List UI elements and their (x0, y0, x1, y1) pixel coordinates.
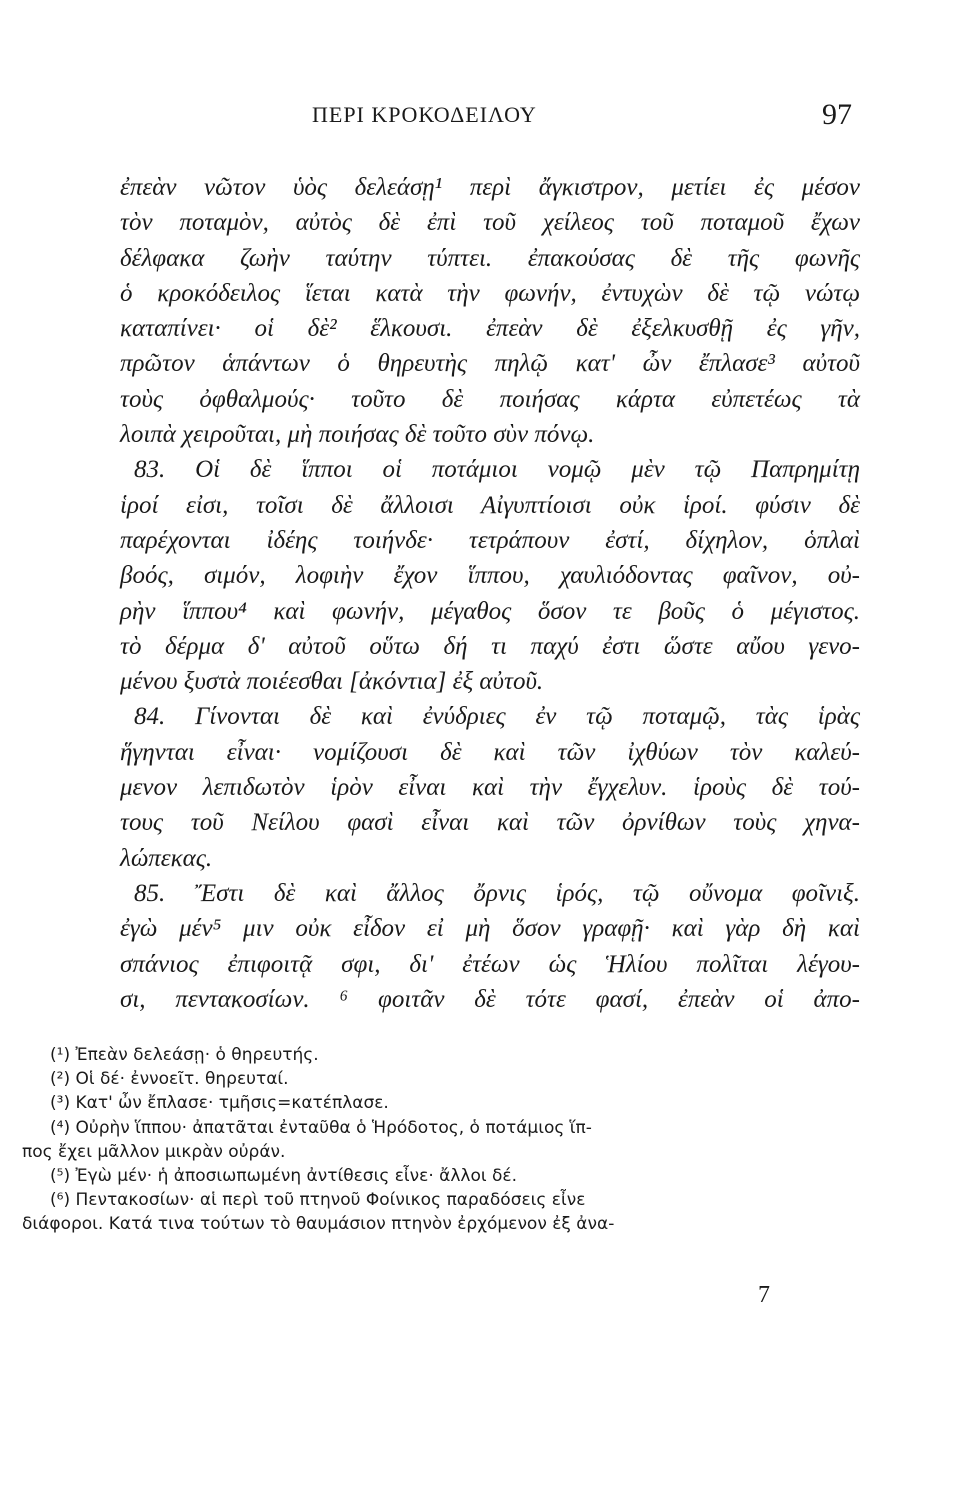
text-line: λώπεκας. (120, 844, 213, 872)
text-line: λοιπὰ χειροῦται, μὴ ποιήσας δὲ τοῦτο σὺν πόνῳ. (120, 421, 595, 449)
footnote: (¹) Ἐπεὰν δελεάσῃ· ὁ θηρευτής. (50, 1045, 319, 1065)
page-number: 97 (822, 98, 852, 131)
text-line: 85. Ἔστι δὲ καὶ ἄλλος ὄρνις ἱρός, τῷ οὔνομα φοῖνιξ. (134, 879, 860, 907)
running-head: ΠΕΡΙ ΚΡΟΚΟΔΕΙΛΟΥ (312, 102, 537, 127)
text-line: σπάνιος ἐπιφοιτᾷ σφι, δι' ἐτέων ὡς Ἡλίου πολῖται λέγου- (120, 950, 860, 978)
footnotes (22, 1043, 855, 1237)
text-line: τὸν ποταμὸν, αὐτὸς δὲ ἐπὶ τοῦ χείλεος τοῦ ποταμοῦ ἔχων (120, 209, 860, 237)
signature-mark: 7 (758, 1282, 770, 1308)
text-line: δέλφακα ζωὴν ταύτην τύπτει. ἐπακούσας δὲ τῆς φωνῆς (120, 244, 860, 272)
footnote-continuation: πος ἔχει μᾶλλον μικρὰν οὐράν. (22, 1141, 286, 1162)
footnote: (⁶) Πεντακοσίων· αἱ περὶ τοῦ πτηνοῦ Φοίνικος παραδόσεις εἶνε (50, 1190, 586, 1211)
page-header (312, 98, 852, 134)
text-line: παρέχονται ἰδέης τοιήνδε· τετράπουν ἐστί, δίχηλον, ὁπλαὶ (120, 526, 860, 554)
text-line: τὸ δέρμα δ' αὐτοῦ οὕτω δή τι παχύ ἐστι ὥστε αὔου γενο- (120, 632, 860, 660)
text-line: ἐπεὰν νῶτον ὑὸς δελεάσῃ¹ περὶ ἄγκιστρον, μετίει ἐς μέσον (120, 174, 860, 201)
text-line: καταπίνει· οἱ δὲ² ἕλκουσι. ἐπεὰν δὲ ἐξελκυσθῇ ἐς γῆν, (120, 315, 860, 343)
text-line: σι, πεντακοσίων. ⁶ φοιτᾶν δὲ τότε φασί, ἐπεὰν οἱ ἀπο- (120, 985, 860, 1013)
footnote: (³) Κατ' ὦν ἔπλασε· τμῆσις=κατέπλασε. (50, 1093, 389, 1114)
text-line: 84. Γίνονται δὲ καὶ ἐνύδριες ἐν τῷ ποταμῷ, τὰς ἱρὰς (134, 703, 860, 731)
text-line: μενον λεπιδωτὸν ἱρὸν εἶναι καὶ τὴν ἔγχελυν. ἱροὺς δὲ τού- (120, 774, 860, 802)
main-text (120, 170, 860, 1017)
footnote-continuation: διάφοροι. Κατά τινα τούτων τὸ θαυμάσιον πτηνὸν ἐρχόμενον ἐξ ἀνα- (22, 1214, 615, 1235)
text-line: ἐγὼ μέν⁵ μιν οὐκ εἶδον εἰ μὴ ὅσον γραφῇ· καὶ γὰρ δὴ καὶ (120, 915, 860, 943)
text-line: τους τοῦ Νείλου φασὶ εἶναι καὶ τῶν ὀρνίθων τοὺς χηνα- (120, 809, 860, 837)
footnote: (⁴) Οὐρὴν ἵππου· ἀπατᾶται ἐνταῦθα ὁ Ἡρόδοτος, ὁ ποτάμιος ἵπ- (50, 1117, 592, 1138)
footnote: (²) Οἱ δέ· ἐννοεῖτ. θηρευταί. (50, 1069, 289, 1090)
text-line: 83. Οἱ δὲ ἵπποι οἱ ποτάμιοι νομῷ μὲν τῷ Παπρημίτῃ (134, 456, 860, 484)
text-line: βοός, σιμόν, λοφιὴν ἔχον ἵππου, χαυλιόδοντας φαῖνον, οὐ- (120, 562, 860, 590)
text-line: ρὴν ἵππου⁴ καὶ φωνήν, μέγαθος ὅσον τε βοῦς ὁ μέγιστος. (120, 597, 860, 625)
text-line: ὁ κροκόδειλος ἵεται κατὰ τὴν φωνήν, ἐντυχὼν δὲ τῷ νώτῳ (120, 279, 860, 307)
text-line: ἥγηνται εἶναι· νομίζουσι δὲ καὶ τῶν ἰχθύων τὸν καλεύ- (120, 738, 860, 766)
text-line: πρῶτον ἁπάντων ὁ θηρευτὴς πηλῷ κατ' ὦν ἔπλασε³ αὐτοῦ (120, 350, 860, 378)
text-line: ἱροί εἰσι, τοῖσι δὲ ἄλλοισι Αἰγυπτίοισι οὐκ ἱροί. φύσιν δὲ (120, 491, 860, 519)
footnote: (⁵) Ἐγὼ μέν· ἡ ἀποσιωπωμένη ἀντίθεσις εἶνε· ἄλλοι δέ. (50, 1166, 518, 1187)
text-line: τοὺς ὀφθαλμούς· τοῦτο δὲ ποιήσας κάρτα εὐπετέως τὰ (120, 385, 860, 413)
text-line: μένου ξυστὰ ποιέεσθαι [ἀκόντια] ἐξ αὐτοῦ. (120, 668, 544, 696)
